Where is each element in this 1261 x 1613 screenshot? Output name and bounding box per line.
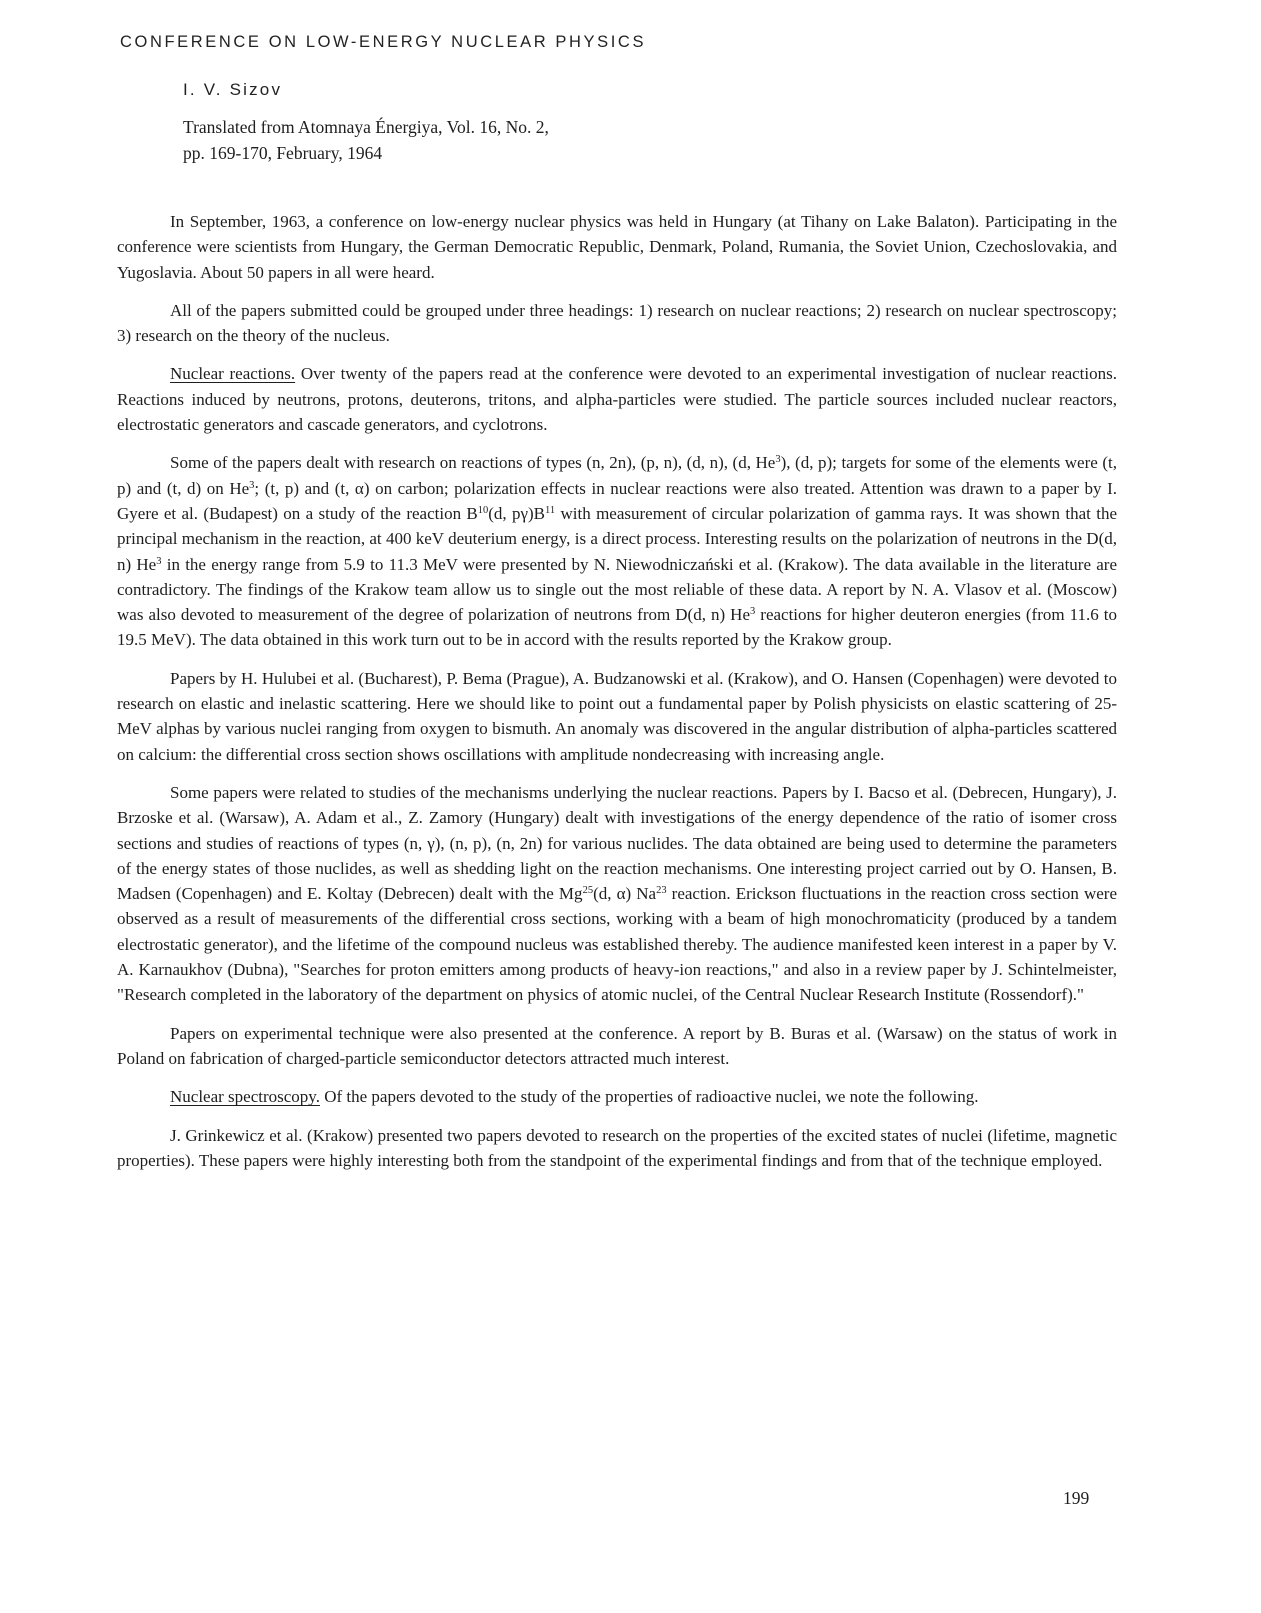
paragraph-text: ), (d, p); targets for some of the elements were (t, p) and (t, d) on He	[117, 453, 1117, 498]
paragraph-headings: All of the papers submitted could be grouped under three headings: 1) research on nuclear reactions; 2) research on nuclear spectroscopy; 3) research on the theory of the nucleus.	[117, 300, 1117, 346]
paragraph-excited-states: J. Grinkewicz et al. (Krakow) presented two papers devoted to research on the properties of the excited states of nuclei (lifetime, magnetic properties). These papers were highly interesting both from the standpoint of the experimental findings and from that of the technique employed.	[117, 1125, 1117, 1170]
superscript: 3	[156, 555, 162, 567]
paragraph-text: Some papers were related to studies of the mechanisms underlying the nuclear reactions. Papers by I. Bacso et al. (Debrecen, Hungary), J. Brzoske et al. (Warsaw), A. Adam et al., Z. Zamory (Hungary) dealt with investigations of the energy dependence of the ratio of isomer cross sections and studies of reactions of types (n, γ), (n, p), (n, 2n) for various nuclides. The data obtained are being used to determine the parameters of the energy states of those nuclides, as well as shedding light on the reaction mechanisms. One interesting project carried out by O. Hansen, B. Madsen (Copenhagen) and E. Koltay (Debrecen) dealt with the Mg	[117, 782, 1117, 904]
paragraph-text: with measurement of circular polarization of gamma rays. It was shown that the principal mechanism in the reaction, at 400 keV deuterium energy, is a direct process. Interesting results on the polarization of neutrons in the D(d, n) He	[117, 503, 1117, 574]
paragraph-nuclear-spectroscopy	[117, 1084, 1117, 1109]
paragraph-text: ; (t, p) and (t, α) on carbon; polarization effects in nuclear reactions were also treated. Attention was drawn to a paper by I. Gyere et al. (Budapest) on a study of the reaction B	[117, 478, 1117, 523]
paragraph-scattering: Papers by H. Hulubei et al. (Bucharest), P. Bema (Prague), A. Budzanowski et al. (Krakow), and O. Hansen (Copenhagen) were devoted to research on elastic and inelastic scattering. Here we should like to point out a fundamental paper by Polish physicists on elastic scattering of 25-MeV alphas by various nuclei ranging from oxygen to bismuth. An anomaly was discovered in the angular distribution of alpha-particles scattered on calcium: the differential cross section shows oscillations with amplitude nondecreasing with increasing angle.	[117, 668, 1117, 764]
paragraph-text: Of the papers devoted to the study of the properties of radioactive nuclei, we note the following.	[319, 1087, 979, 1107]
translation-note-line-1: Translated from Atomnaya Énergiya, Vol. 16, No. 2,	[183, 117, 549, 137]
translation-note-line-2: pp. 169-170, February, 1964	[183, 143, 383, 163]
superscript: 3	[775, 454, 781, 466]
paragraph-reaction-types	[117, 450, 1117, 652]
paragraph-text: reactions for higher deuteron energies (from 11.6 to 19.5 MeV). The data obtained in this work turn out to be in accord with the results reported by the Krakow group.	[117, 605, 1117, 650]
article-body	[117, 209, 1117, 1186]
article-title: CONFERENCE ON LOW-ENERGY NUCLEAR PHYSICS	[120, 33, 647, 51]
superscript: 10	[477, 504, 489, 516]
paragraph-nuclear-reactions	[117, 361, 1117, 437]
paragraph-text: (d, α) Na	[593, 884, 657, 904]
paragraph-text: reaction. Erickson fluctuations in the reaction cross section were observed as a result of measurements of the differential cross sections, working with a beam of high monochromaticity (produced by a tandem electrostatic generator), and the lifetime of the compound nucleus was established thereby. The audience manifested keen interest in a paper by V. A. Karnaukhov (Dubna), "Searches for proton emitters among products of heavy-ion reactions," and also in a review paper by J. Schintelmeister, "Research completed in the laboratory of the department on physics of atomic nuclei, of the Central Nuclear Research Institute (Rossendorf)."	[117, 884, 1117, 1005]
superscript: 11	[545, 504, 556, 516]
superscript: 25	[582, 885, 594, 897]
paragraph-text: in the energy range from 5.9 to 11.3 MeV were presented by N. Niewodniczański et al. (Krakow). The data available in the literature are contradictory. The findings of the Krakow team allow us to single out the most reliable of these data. A report by N. A. Vlasov et al. (Moscow) was also devoted to measurement of the degree of polarization of neutrons from D(d, n) He	[117, 554, 1118, 625]
paragraph-mechanisms	[117, 780, 1117, 1008]
paragraph-technique: Papers on experimental technique were also presented at the conference. A report by B. Buras et al. (Warsaw) on the status of work in Poland on fabrication of charged-particle semiconductor detectors attracted much interest.	[117, 1023, 1117, 1068]
author-name: I. V. Sizov	[183, 80, 283, 99]
section-heading-nuclear-spectroscopy: Nuclear spectroscopy.	[170, 1087, 320, 1107]
section-heading-nuclear-reactions: Nuclear reactions.	[170, 364, 296, 384]
superscript: 23	[656, 885, 667, 897]
paragraph-text: Over twenty of the papers read at the conference were devoted to an experimental investigation of nuclear reactions. Reactions induced by neutrons, protons, deuterons, tritons, and alpha-particles were studied. The particle sources included nuclear reactors, electrostatic generators and cascade generators, and cyclotrons.	[117, 364, 1117, 435]
paragraph-intro: In September, 1963, a conference on low-energy nuclear physics was held in Hungary (at Tihany on Lake Balaton). Participating in the conference were scientists from Hungary, the German Democratic Republic, Denmark, Poland, Rumania, the Soviet Union, Czechoslovakia, and Yugoslavia. About 50 papers in all were heard.	[117, 212, 1117, 282]
superscript: 3	[249, 479, 255, 491]
paragraph-text: Some of the papers dealt with research on reactions of types (n, 2n), (p, n), (d, n), (d, He	[170, 453, 776, 473]
page-number: 199	[1063, 1488, 1090, 1508]
paragraph-text: (d, pγ)B	[488, 503, 546, 523]
superscript: 3	[750, 606, 756, 618]
translation-note	[183, 114, 703, 166]
